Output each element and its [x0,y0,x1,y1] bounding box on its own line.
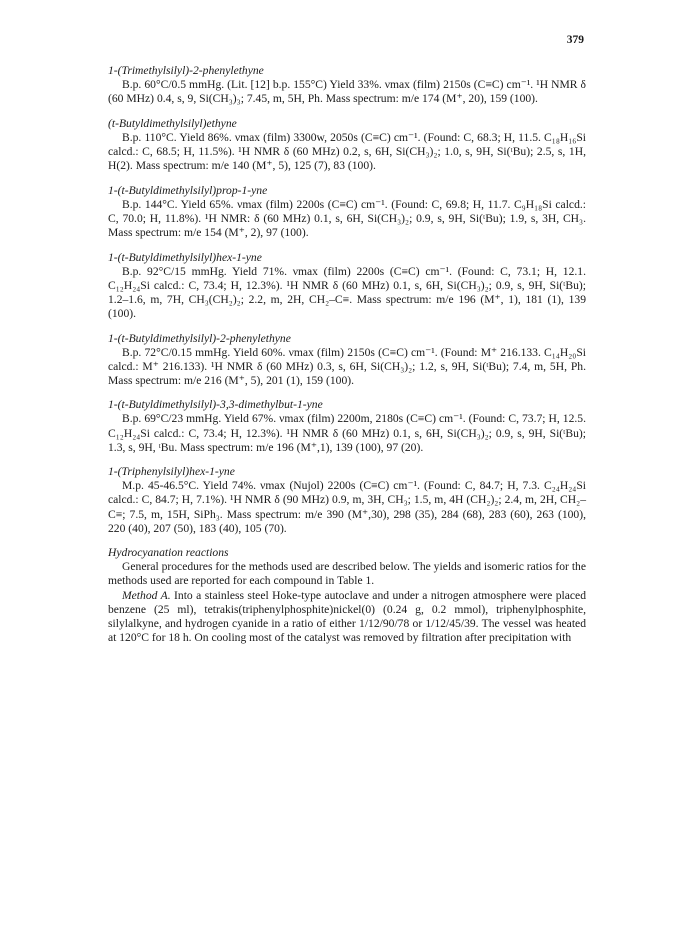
method-a-text: Into a stainless steel Hoke-type autoclave and under a nitrogen atmosphere were placed benzene (25 ml), tetrakis(triphenylphosphite)nickel(0) (0.24 g, 0.2 mmol), triphenylphosphite, silylalkyne, and hydrogen cyanide in a ratio of either 1/12/90/78 or 1/12/45/39. The vessel was heated at 120°C for 18 h. On cooling most of the catalyst was removed by filtration after precipitation with [108,588,586,644]
compound-entry [108,184,586,240]
compound-data: B.p. 69°C/23 mmHg. Yield 67%. νmax (film) 2200m, 2180s (C≡C) cm⁻¹. (Found: C, 73.7; H, 12.5. C₁₂H₂₄Si calcd.: C, 73.4; H, 12.3%). ¹H NMR δ (60 MHz) 0.1, s, 6H, Si(CH₃)₂; 0.9, s, 9H, Si(ᵗBu); 1.3, s, 9H, ᵗBu. Mass spectrum: m/e 196 (M⁺,1), 139 (100), 97 (20). [108,412,586,454]
page-number: 379 [566,34,584,46]
compound-title: 1-(t-Butyldimethylsilyl)-2-phenylethyne [108,331,291,345]
method-a-paragraph [108,589,586,645]
compound-data: B.p. 60°C/0.5 mmHg. (Lit. [12] b.p. 155°C) Yield 33%. νmax (film) 2150s (C≡C) cm⁻¹. ¹H NMR δ (60 MHz) 0.4, s, 9, Si(CH₃)₃; 7.45, m, 5H, Ph. Mass spectrum: m/e 174 (M⁺, 20), 159 (100). [108,78,586,106]
compound-title: 1-(t-Butyldimethylsilyl)-3,3-dimethylbut-1-yne [108,398,323,412]
compound-entry [108,398,586,454]
compound-entry [108,332,586,388]
compound-title: 1-(Trimethylsilyl)-2-phenylethyne [108,64,264,77]
page-content [108,64,586,645]
compound-title: 1-(t-Butyldimethylsilyl)hex-1-yne [108,250,262,264]
compound-data: M.p. 45-46.5°C. Yield 74%. νmax (Nujol) 2200s (C≡C) cm⁻¹. (Found: C, 84.7; H, 7.3. C₂₄H₂₄Si calcd.: C, 84.7; H, 7.1%). ¹H NMR δ (90 MHz) 0.9, m, 3H, CH₃; 1.5, m, 4H (CH₂)₂; 2.4, m, 2H, CH₂–C≡; 7.5, m, 15H, SiPh₃. Mass spectrum: m/e 390 (M⁺,30), 298 (35), 284 (68), 283 (60), 263 (100), 220 (40), 207 (50), 183 (40), 105 (70). [108,479,586,535]
compound-title: (t-Butyldimethylsilyl)ethyne [108,116,237,130]
compound-entry [108,251,586,321]
compound-data: B.p. 144°C. Yield 65%. νmax (film) 2200s (C≡C) cm⁻¹. (Found: C, 69.8; H, 11.7. C₉H₁₈Si calcd.: C, 70.0; H, 11.8%). ¹H NMR: δ (60 MHz) 0.1, s, 6H, Si(CH₃)₂; 0.9, s, 9H, Si(ᵗBu); 1.9, s, 3H, CH₃. Mass spectrum: m/e 154 (M⁺, 2), 97 (100). [108,197,586,239]
compound-data: B.p. 110°C. Yield 86%. νmax (film) 3300w, 2050s (C≡C) cm⁻¹. (Found: C, 68.3; H, 11.5. C₁₈H₁₆Si calcd.: C, 68.5; H, 11.5%). ¹H NMR δ (60 MHz) 0.2, s, 6H, Si(CH₃)₂; 1.0, s, 9H, Si(ᵗBu); 2.5, s, 1H, H(2). Mass spectrum: m/e 140 (M⁺, 5), 125 (7), 83 (100). [108,130,586,173]
section-paragraph: General procedures for the methods used are described below. The yields and isomeric ratios for the methods used are reported for each compound in Table 1. [108,560,586,588]
compound-entry [108,64,586,106]
method-a-label: Method A. [122,588,171,602]
compound-entry [108,117,586,173]
section-heading: Hydrocyanation reactions [108,546,229,560]
compound-title: 1-(t-Butyldimethylsilyl)prop-1-yne [108,183,268,197]
compound-data: B.p. 92°C/15 mmHg. Yield 71%. νmax (film) 2200s (C≡C) cm⁻¹. (Found: C, 73.1; H, 12.1. C₁₂H₂₄Si calcd.: C, 73.4; H, 12.3%). ¹H NMR δ (60 MHz) 0.1, s, 6H, Si(CH₃)₂; 0.9, s, 9H, Si(ᵗBu); 1.2–1.6, m, 7H, CH₃(CH₂)₂; 2.2, m, 2H, CH₂–C≡. Mass spectrum: m/e 196 (M⁺, 1), 181 (1), 139 (100). [108,264,586,320]
compound-data: B.p. 72°C/0.15 mmHg. Yield 60%. νmax (film) 2150s (C≡C) cm⁻¹. (Found: M⁺ 216.133. C₁₄H₂₀Si calcd.: M⁺ 216.133). ¹H NMR δ (60 MHz) 0.3, s, 6H, Si(CH₃)₂; 1.2, s, 9H, Si(ᵗBu); 7.4, m, 5H, Ph. Mass spectrum: m/e 216 (M⁺, 5), 201 (1), 159 (100). [108,345,586,387]
compound-entry [108,465,586,535]
compound-title: 1-(Triphenylsilyl)hex-1-yne [108,465,235,479]
